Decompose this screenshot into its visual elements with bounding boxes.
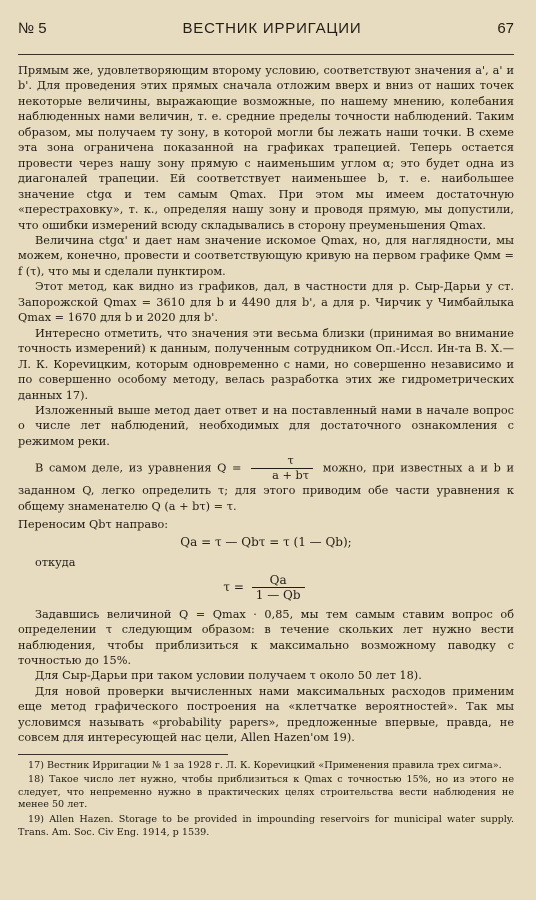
paragraph: Прямым же, удовлетворяющим второму условию, соответствуют значения a', a' и b'. Для проведения этих прямых сначала отложим вверх и вниз от наших точек некоторые величины, выражающие возможные, по нашему мнению, колебания наблюденных нами величин, т. е. средние пределы точности наблюдений. Таким образом, мы получаем ту зону, в которой могли бы лежать наши точки. В схеме эта зона ограничена показанной на графиках трапецией. Теперь остается провести через нашу зону прямую с наименьшим углом α; это будет одна из диагоналей трапеции. Ей соответствует наименьшее b, т. е. наибольшее значение ctgα и тем самым Qmax. При этом мы имеем достаточную «перестраховку», т. к., определяя нашу зону и проводя прямую, мы допустили, что ошибки измерений всюду складывались в сторону преуменьшения Qmax. bbox=[18, 64, 514, 232]
paragraph: Задавшись величиной Q = Qmax · 0,85, мы тем самым ставим вопрос об определении τ следующим образом: в течение скольких лет нужно вести наблюдения, чтобы приблизиться к максимально возможному паводку с точностью до 15%. bbox=[18, 607, 514, 667]
fraction-denominator: a + bτ bbox=[272, 469, 310, 483]
formula-left: τ = bbox=[223, 579, 244, 594]
footnote: 17) Вестник Ирригации № 1 за 1928 г. Л. К. Корevицкий «Применения правила трех сигма». bbox=[28, 759, 502, 771]
fraction-numerator: Qa bbox=[252, 573, 305, 588]
paragraph: Изложенный выше метод дает ответ и на поставленный нами в начале вопрос о числе лет наблюдений, необходимых для достаточного ознакомления с режимом реки. bbox=[18, 403, 514, 448]
fraction-formula bbox=[252, 573, 305, 602]
footnote: 18) Такое число лет нужно, чтобы приблизиться к Qmax с точностью 15%, но из этого не следует, что непременно нужно в практических целях строительства вести наблюдения не менее 50 лет. bbox=[18, 774, 514, 811]
fraction-formula bbox=[251, 454, 313, 483]
footnotes bbox=[18, 760, 514, 840]
paragraph-text: можно, при известных a и b и заданном Q, легко определить τ; для этого приводим обе части уравнения к общему знаменателю Q (a + bτ) = τ. bbox=[18, 461, 515, 513]
article-body bbox=[18, 55, 514, 839]
page-header bbox=[18, 0, 514, 46]
fraction-denominator: 1 — Qb bbox=[255, 587, 301, 602]
fraction-numerator: τ bbox=[251, 454, 313, 469]
footnote-rule bbox=[18, 754, 228, 755]
formula-tau bbox=[18, 573, 514, 602]
paragraph: Для Сыр-Дарьи при таком условии получаем τ около 50 лет 18). bbox=[35, 669, 422, 683]
paragraph: Этот метод, как видно из графиков, дал, в частности для р. Сыр-Дарьи у ст. Запорожской Qmax = 3610 для b и 4490 для b', а для р. Чирчик у Чимбайлыка Qmax = 1670 для b и 2020 для b'. bbox=[18, 280, 514, 325]
issue-number: № 5 bbox=[18, 20, 47, 37]
paragraph-with-formula bbox=[18, 454, 514, 514]
page-number: 67 bbox=[497, 20, 514, 37]
paragraph-text: В самом деле, из уравнения Q = bbox=[35, 461, 242, 475]
paragraph: Для новой проверки вычисленных нами максимальных расходов применим еще метод графического построения на «клетчатке вероятностей». Так мы условимся называть «probability papers», предложенные впервые, правда, не совсем для интересующей нас цели, Allen Hazen'ом 19). bbox=[18, 684, 514, 745]
journal-title: ВЕСТНИК ИРРИГАЦИИ bbox=[182, 20, 362, 37]
label-otkuda: откуда bbox=[35, 556, 76, 570]
formula-main: Qa = τ — Qbτ = τ (1 — Qb); bbox=[180, 534, 352, 549]
footnote: 19) Allen Hazen. Storage to be provided in impounding reservoirs for municipal water supply. Trans. Am. Soc. Civ Eng. 1914, p 1539. bbox=[18, 814, 514, 838]
paragraph: Величина ctgα' и дает нам значение искомое Qmax, но, для наглядности, мы можем, конечно, провести и соответствующую кривую на первом графике Qмм = f (τ), что мы и сделали пунктиром. bbox=[18, 233, 514, 278]
paragraph: Интересно отметить, что значения эти весьма близки (принимая во внимание точность измерений) к данным, полученным сотрудником Оп.-Иссл. Ин-та В. Х.— Л. К. Корevицким, которым одновременно с нами, но совершенно независимо и по совершенно особому методу, велась разработка этих же гидрометрических данных 17). bbox=[18, 326, 514, 402]
paragraph: Переносим Qbτ направо: bbox=[18, 518, 169, 532]
